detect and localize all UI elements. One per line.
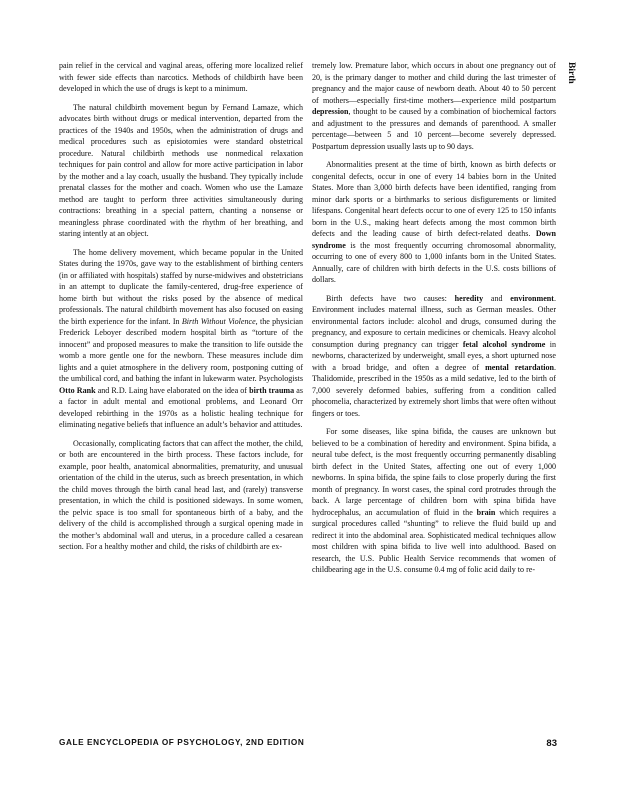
text-run: pain relief in the cervical and vaginal areas, offering more localized relief with fewer side effects than narcotics. Methods of childbirth have been developed in which the use of drugs is kept to a minimum. [59,61,303,93]
italic-title: Birth Without Violence, [181,316,258,326]
paragraph [59,102,303,240]
text-run: as a factor in adult mental and emotional problems, and Leonard Orr developed rebirthing in the 1970s as a holistic healing technique for eliminating negative beliefs that influence an adult’s behavior and attitudes. [59,385,303,429]
bold-term: heredity [454,293,484,303]
text-run: . Thalidomide, prescribed in the 1950s as a mild sedative, led to the birth of 7,000 severely deformed babies, suffering from a condition called phocomelia, characterized by extremely short limbs that were often without fingers or toes. [312,362,556,418]
paragraph [312,426,556,576]
text-run: which requires a surgical procedures called “shunting” to relieve the fluid build up and redirect it into the abdominal area. Sophisticated medical techniques allow most children with spina bifida to live well into adulthood. Based on research, the U.S. Public Health Service recommends that women of childbearing age in the U.S. consume 0.4 mg of folic acid daily to re- [312,507,556,574]
paragraph [312,60,556,152]
section-tab: Birth [566,62,576,84]
page-footer [59,738,557,747]
text-run: in newborns, characterized by underweight, small eyes, a short upturned nose with a broad bridge, and often a degree of [312,339,556,372]
bold-term: fetal alcohol syndrome [462,339,546,349]
paragraph [59,247,303,431]
text-run: For some diseases, like spina bifida, the causes are unknown but believed to be a combination of heredity and environment. Spina bifida, a neural tube defect, is the most frequently occurring permanently disabling birth defect in the United States, affecting one out of every 1,000 newborns. In spina bifida, the spine fails to close properly during the first month of pregnancy. In worst cases, the spinal cord protrudes through the back. A large percentage of children born with spina bifida have hydrocephalus, an accumulation of fluid in the [312,427,556,517]
paragraph [312,293,556,420]
text-run: Birth defects have two causes: [326,293,455,303]
right-column [312,60,556,583]
bold-term: depression [312,107,349,116]
bold-term: environment [510,293,554,303]
paragraph [59,60,303,95]
text-run: tremely low. Premature labor, which occurs in about one pregnancy out of 20, is the primary danger to mother and child during the last trimester of pregnancy and the major cause of newborn death. About 40 to 50 percent of mothers—especially first-time mothers—experience mild postpartum [312,61,556,105]
text-run: and R.D. Laing have elaborated on the idea of [95,385,250,395]
text-run: The natural childbirth movement begun by Fernand Lamaze, which advocates birth without drugs or medical intervention, departed from the practices of the 1940s and 1950s, when the administration of drugs and medical procedures such as episiotomies were standard obstetrical procedure. Natural childbirth methods use nonmedical relaxation techniques for pain control and allow for more active participation in labor by the mother and a lay coach, usually the husband. They typically include prenatal classes for the mother and coach. Women who use the Lamaze method are taught to perform three activities simultaneously during contractions: breathing in a special pattern, chanting a nonsense or meaningless phrase coordinated with the rhythm of her breathing, and staring intently at an object. [59,102,303,238]
text-run: the physician Frederick Leboyer described modern hospital birth as “torture of the innocent” and proposed measures to make the transition to life outside the womb a more gentle one for the newborn. These measures include dim lights and a quiet atmosphere in the delivery room, postponing cutting of the umbilical cord, and bathing the infant in lukewarm water. Psychologists [59,316,303,383]
left-column [59,60,303,560]
text-run: is the most frequently occurring chromosomal abnormality, occurring to one of every 800 to 1,000 infants born in the United States. Annually, care of children with birth defects in the U.S. costs billions of dollars. [312,240,556,284]
text-run: The home delivery movement, which became popular in the United States during the 1970s, gave way to the establishment of birthing centers (in or affiliated with hospitals) staffed by nurse-midwives and obstetricians in an attempt to duplicate the family-centered, drug-free experience of home birth but without the risks posed by the absence of medical professionals. The natural childbirth movement has also focused on easing the birth experience for the infant. In [59,247,303,326]
paragraph [59,438,303,553]
bold-term: Down syndrome [312,229,556,250]
text-run: . Environment includes maternal illness, such as German measles. Other environmental factors include: alcohol and drugs, consumed during the pregnancy, and exposure to certain medicines or chemicals. Heavy alcohol consumption during pregnancy can trigger [312,293,556,349]
text-run: Abnormalities present at the time of birth, known as birth defects or congenital defects, occur in one of every 14 babies born in the United States. More than 3,000 birth defects have been identified, ranging from minor dark sports or a birthmarks to serious disfigurements or limited lifespans. Congenital heart defects occur to one of every 125 to 150 infants born in the U.S., making heart defects among the most common birth defects and the leading cause of birth defect-related deaths. [312,160,556,238]
footer-title: GALE ENCYCLOPEDIA OF PSYCHOLOGY, 2ND EDITION [59,738,305,747]
text-run: Occasionally, complicating factors that can affect the mother, the child, or both are encountered in the birth process. These factors include, for example, poor health, anatomical abnormalities, prematurity, and unusual orientation of the child in the uterus, such as breech presentation, in which the child moves through the birth canal head last, and (rarely) transverse presentation, in which the child is positioned sideways. In some women, the pelvic space is too small for spontaneous birth of a baby, and the delivery of the child is accomplished through a surgical opening made in the mother’s abdominal wall and uterus, in a procedure called a cesarean section. For a healthy mother and child, the risks of childbirth are ex- [59,438,303,551]
bold-term: mental retardation [485,362,554,372]
page-number: 83 [546,738,557,749]
text-run: and [483,293,511,303]
bold-term: Otto Rank [59,385,96,395]
bold-term: brain [476,507,496,517]
paragraph [312,159,556,286]
bold-term: birth trauma [249,385,295,395]
text-run: , thought to be caused by a combination of biochemical factors and adjustment to the pressures and demands of parenthood. A smaller percentage—between 5 and 10 percent—become severely depressed. Postpartum depression usually lasts up to 90 days. [312,107,556,151]
